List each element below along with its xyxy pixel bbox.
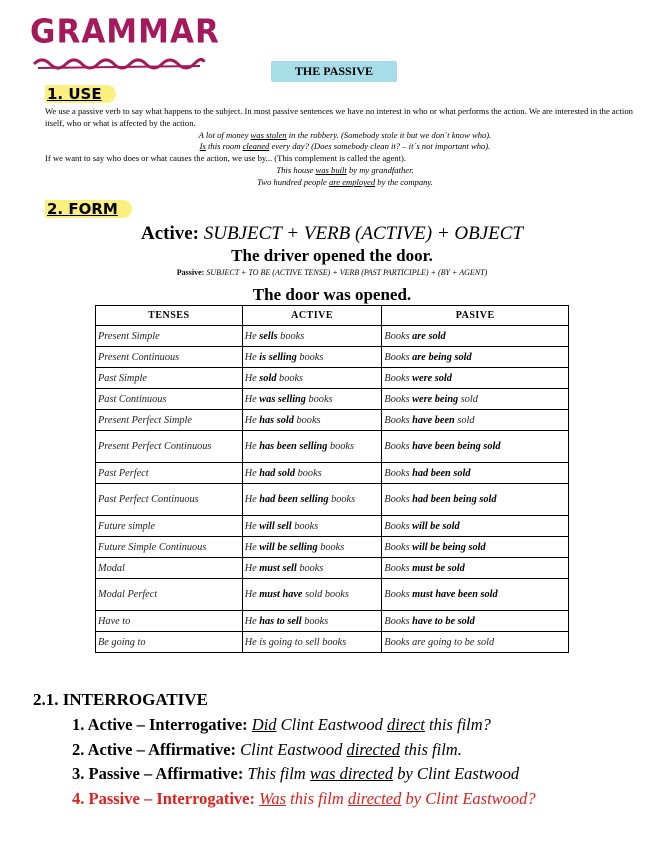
- col-header-passive: PASIVE: [382, 306, 569, 326]
- table-row: [96, 516, 569, 537]
- table-row: [96, 632, 569, 653]
- use-heading: 1. USE: [45, 85, 116, 103]
- col-header-active: ACTIVE: [242, 306, 382, 326]
- active-cell: He had sold books: [242, 463, 382, 484]
- use-body: [45, 106, 645, 189]
- active-cell: He sold books: [242, 368, 382, 389]
- table-row: [96, 463, 569, 484]
- passive-cell: Books have to be sold: [382, 611, 569, 632]
- table-row: [96, 347, 569, 368]
- tense-cell: Modal: [96, 558, 243, 579]
- passive-cell: Books have been sold: [382, 410, 569, 431]
- tense-cell: Be going to: [96, 632, 243, 653]
- topic-title: THE PASSIVE: [271, 61, 397, 82]
- passive-cell: Books must be sold: [382, 558, 569, 579]
- table-row: [96, 484, 569, 516]
- passive-cell: Books had been sold: [382, 463, 569, 484]
- passive-example: The door was opened.: [252, 285, 412, 304]
- list-item: 1. Active – Interrogative: Did Clint Eastwood direct this film?: [72, 715, 491, 734]
- example-1: A lot of money was stolen in the robbery. (Somebody stole it but we don´t know who).: [198, 129, 492, 140]
- example-4: Two hundred people are employed by the company.: [257, 176, 433, 187]
- tense-cell: Present Continuous: [96, 347, 243, 368]
- example-2: Is this room cleaned every day? (Does somebody clean it? – it´s not important who).: [199, 141, 491, 152]
- logo-swash-icon: [32, 54, 206, 70]
- active-cell: He must have sold books: [242, 579, 382, 611]
- table-row: [96, 579, 569, 611]
- passive-cell: Books had been being sold: [382, 484, 569, 516]
- passive-cell: Books are being sold: [382, 347, 569, 368]
- form-heading: 2. FORM: [45, 200, 132, 218]
- tense-cell: Present Simple: [96, 326, 243, 347]
- table-row: [96, 558, 569, 579]
- passive-cell: Books will be sold: [382, 516, 569, 537]
- passive-formula: Passive: SUBJECT + TO BE (ACTIVE TENSE) + VERB (PAST PARTICIPLE) + (BY + AGENT): [176, 268, 488, 277]
- list-item: 3. Passive – Affirmative: This film was directed by Clint Eastwood: [72, 764, 520, 783]
- active-cell: He will be selling books: [242, 537, 382, 558]
- table-row: [96, 431, 569, 463]
- tense-cell: Modal Perfect: [96, 579, 243, 611]
- list-item: 2. Active – Affirmative: Clint Eastwood directed this film.: [72, 739, 462, 759]
- list-item: 4. Passive – Interrogative: Was this film directed by Clint Eastwood?: [72, 788, 536, 808]
- active-cell: He must sell books: [242, 558, 382, 579]
- active-cell: He will sell books: [242, 516, 382, 537]
- interrogative-heading: 2.1. INTERROGATIVE: [33, 690, 208, 709]
- table-header-row: [96, 306, 569, 326]
- col-header-tenses: TENSES: [96, 306, 243, 326]
- passive-cell: Books were being sold: [382, 389, 569, 410]
- active-formula: Active: SUBJECT + VERB (ACTIVE) + OBJECT: [140, 223, 523, 244]
- passive-cell: Books must have been sold: [382, 579, 569, 611]
- tense-cell: Past Perfect Continuous: [96, 484, 243, 516]
- active-cell: He is selling books: [242, 347, 382, 368]
- table-row: [96, 326, 569, 347]
- table-row: [96, 389, 569, 410]
- active-cell: He has sold books: [242, 410, 382, 431]
- table-row: [96, 368, 569, 389]
- tense-cell: Have to: [96, 611, 243, 632]
- table-row: [96, 410, 569, 431]
- grammar-logo: [30, 13, 220, 72]
- table-row: [96, 537, 569, 558]
- use-paragraph-2: If we want to say who does or what causes the action, we use by... (This complement is called the agent).: [45, 153, 406, 164]
- logo-text: GRAMMAR: [30, 13, 220, 51]
- tense-cell: Future Simple Continuous: [96, 537, 243, 558]
- passive-cell: Books are sold: [382, 326, 569, 347]
- passive-cell: Books are going to be sold: [382, 632, 569, 653]
- tense-cell: Past Simple: [96, 368, 243, 389]
- tense-cell: Past Continuous: [96, 389, 243, 410]
- passive-cell: Books were sold: [382, 368, 569, 389]
- passive-cell: Books will be being sold: [382, 537, 569, 558]
- active-example: The driver opened the door.: [231, 246, 433, 265]
- active-cell: He is going to sell books: [242, 632, 382, 653]
- table-row: [96, 611, 569, 632]
- tenses-table: [95, 305, 569, 653]
- active-cell: He was selling books: [242, 389, 382, 410]
- use-paragraph-1: We use a passive verb to say what happens to the subject. In most passive sentences we have no interest in who or what performs the action. We are interested in the action itself, who or what is affected by the action.: [45, 106, 633, 128]
- tense-cell: Present Perfect Simple: [96, 410, 243, 431]
- active-cell: He has been selling books: [242, 431, 382, 463]
- active-cell: He sells books: [242, 326, 382, 347]
- tense-cell: Future simple: [96, 516, 243, 537]
- active-cell: He has to sell books: [242, 611, 382, 632]
- active-cell: He had been selling books: [242, 484, 382, 516]
- interrogative-list: [72, 713, 652, 811]
- example-3: This house was built by my grandfather.: [276, 164, 414, 175]
- tense-cell: Past Perfect: [96, 463, 243, 484]
- tense-cell: Present Perfect Continuous: [96, 431, 243, 463]
- passive-cell: Books have been being sold: [382, 431, 569, 463]
